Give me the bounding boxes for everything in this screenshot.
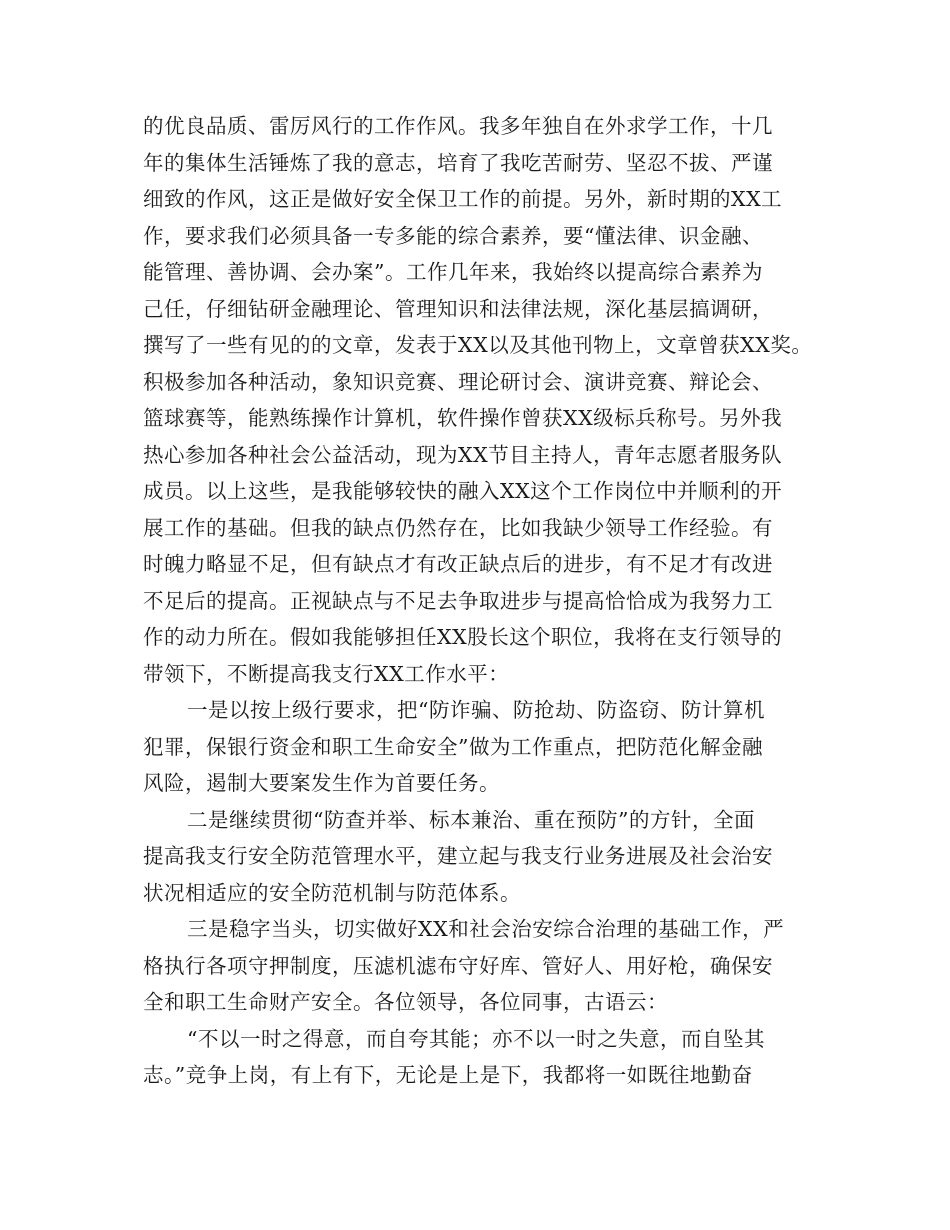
- text-line: 撰写了一些有见的的文章，发表于XX以及其他刊物上，文章曾获XX奖。: [143, 333, 813, 357]
- text-line: 能管理、善协调、会办案”。工作几年来，我始终以提高综合素养为: [143, 260, 763, 284]
- text-line: 己任，仔细钻研金融理论、管理知识和法律法规，深化基层搞调研，: [143, 296, 773, 321]
- text-line: 时魄力略显不足，但有缺点才有改正缺点后的进步，有不足才有改进: [143, 552, 773, 576]
- text-line: 格执行各项守押制度，压滤机滤布守好库、管好人、用好枪，确保安: [143, 953, 773, 978]
- text-line: 带领下，不断提高我支行XX工作水平：: [143, 661, 510, 686]
- text-line: 三是稳字当头，切实做好XX和社会治安综合治理的基础工作，严: [187, 917, 785, 941]
- text-line: 状况相适应的安全防范机制与防范体系。: [143, 880, 521, 905]
- text-line: 不足后的提高。正视缺点与不足去争取进步与提高恰恰成为我努力工: [143, 588, 773, 613]
- text-line: 积极参加各种活动，象知识竞赛、理论研讨会、演讲竞赛、辩论会、: [143, 369, 773, 394]
- text-line: 展工作的基础。但我的缺点仍然存在，比如我缺少领导工作经验。有: [143, 515, 773, 540]
- text-line: 犯罪，保银行资金和职工生命安全”做为工作重点，把防范化解金融: [143, 734, 763, 759]
- text-line: 细致的作风，这正是做好安全保卫工作的前提。另外，新时期的XX工: [143, 187, 783, 211]
- text-line: 年的集体生活锤炼了我的意志，培育了我吃苦耐劳、坚忍不拔、严谨: [143, 150, 773, 175]
- text-line: 作，要求我们必须具备一专多能的综合素养，要“懂法律、识金融、: [143, 223, 763, 248]
- text-line: 成员。以上这些，是我能够较快的融入XX这个工作岗位中并顺利的开: [143, 479, 783, 503]
- text-line: 志。”竞争上岗，有上有下，无论是上是下，我都将一如既往地勤奋: [143, 1063, 753, 1087]
- text-line: 的优良品质、雷厉风行的工作作风。我多年独自在外求学工作，十几: [143, 114, 773, 138]
- text-line: “不以一时之得意，而自夸其能；亦不以一时之失意，而自坠其: [187, 1026, 765, 1051]
- text-line: 二是继续贯彻“防查并举、标本兼治、重在预防”的方针，全面: [187, 807, 755, 832]
- text-line: 作的动力所在。假如我能够担任XX股长这个职位，我将在支行领导的: [143, 625, 783, 649]
- body-text: [143, 108, 823, 1094]
- text-line: 风险，遏制大要案发生作为首要任务。: [143, 771, 500, 795]
- text-line: 一是以按上级行要求，把“防诈骗、防抢劫、防盗窃、防计算机: [187, 698, 765, 722]
- text-line: 全和职工生命财产安全。各位领导，各位同事，古语云：: [143, 990, 668, 1014]
- text-line: 热心参加各种社会公益活动，现为XX节目主持人，青年志愿者服务队: [143, 442, 783, 467]
- text-line: 提高我支行安全防范管理水平，建立起与我支行业务进展及社会治安: [143, 844, 773, 868]
- text-line: 篮球赛等，能熟练操作计算机，软件操作曾获XX级标兵称号。另外我: [143, 406, 783, 430]
